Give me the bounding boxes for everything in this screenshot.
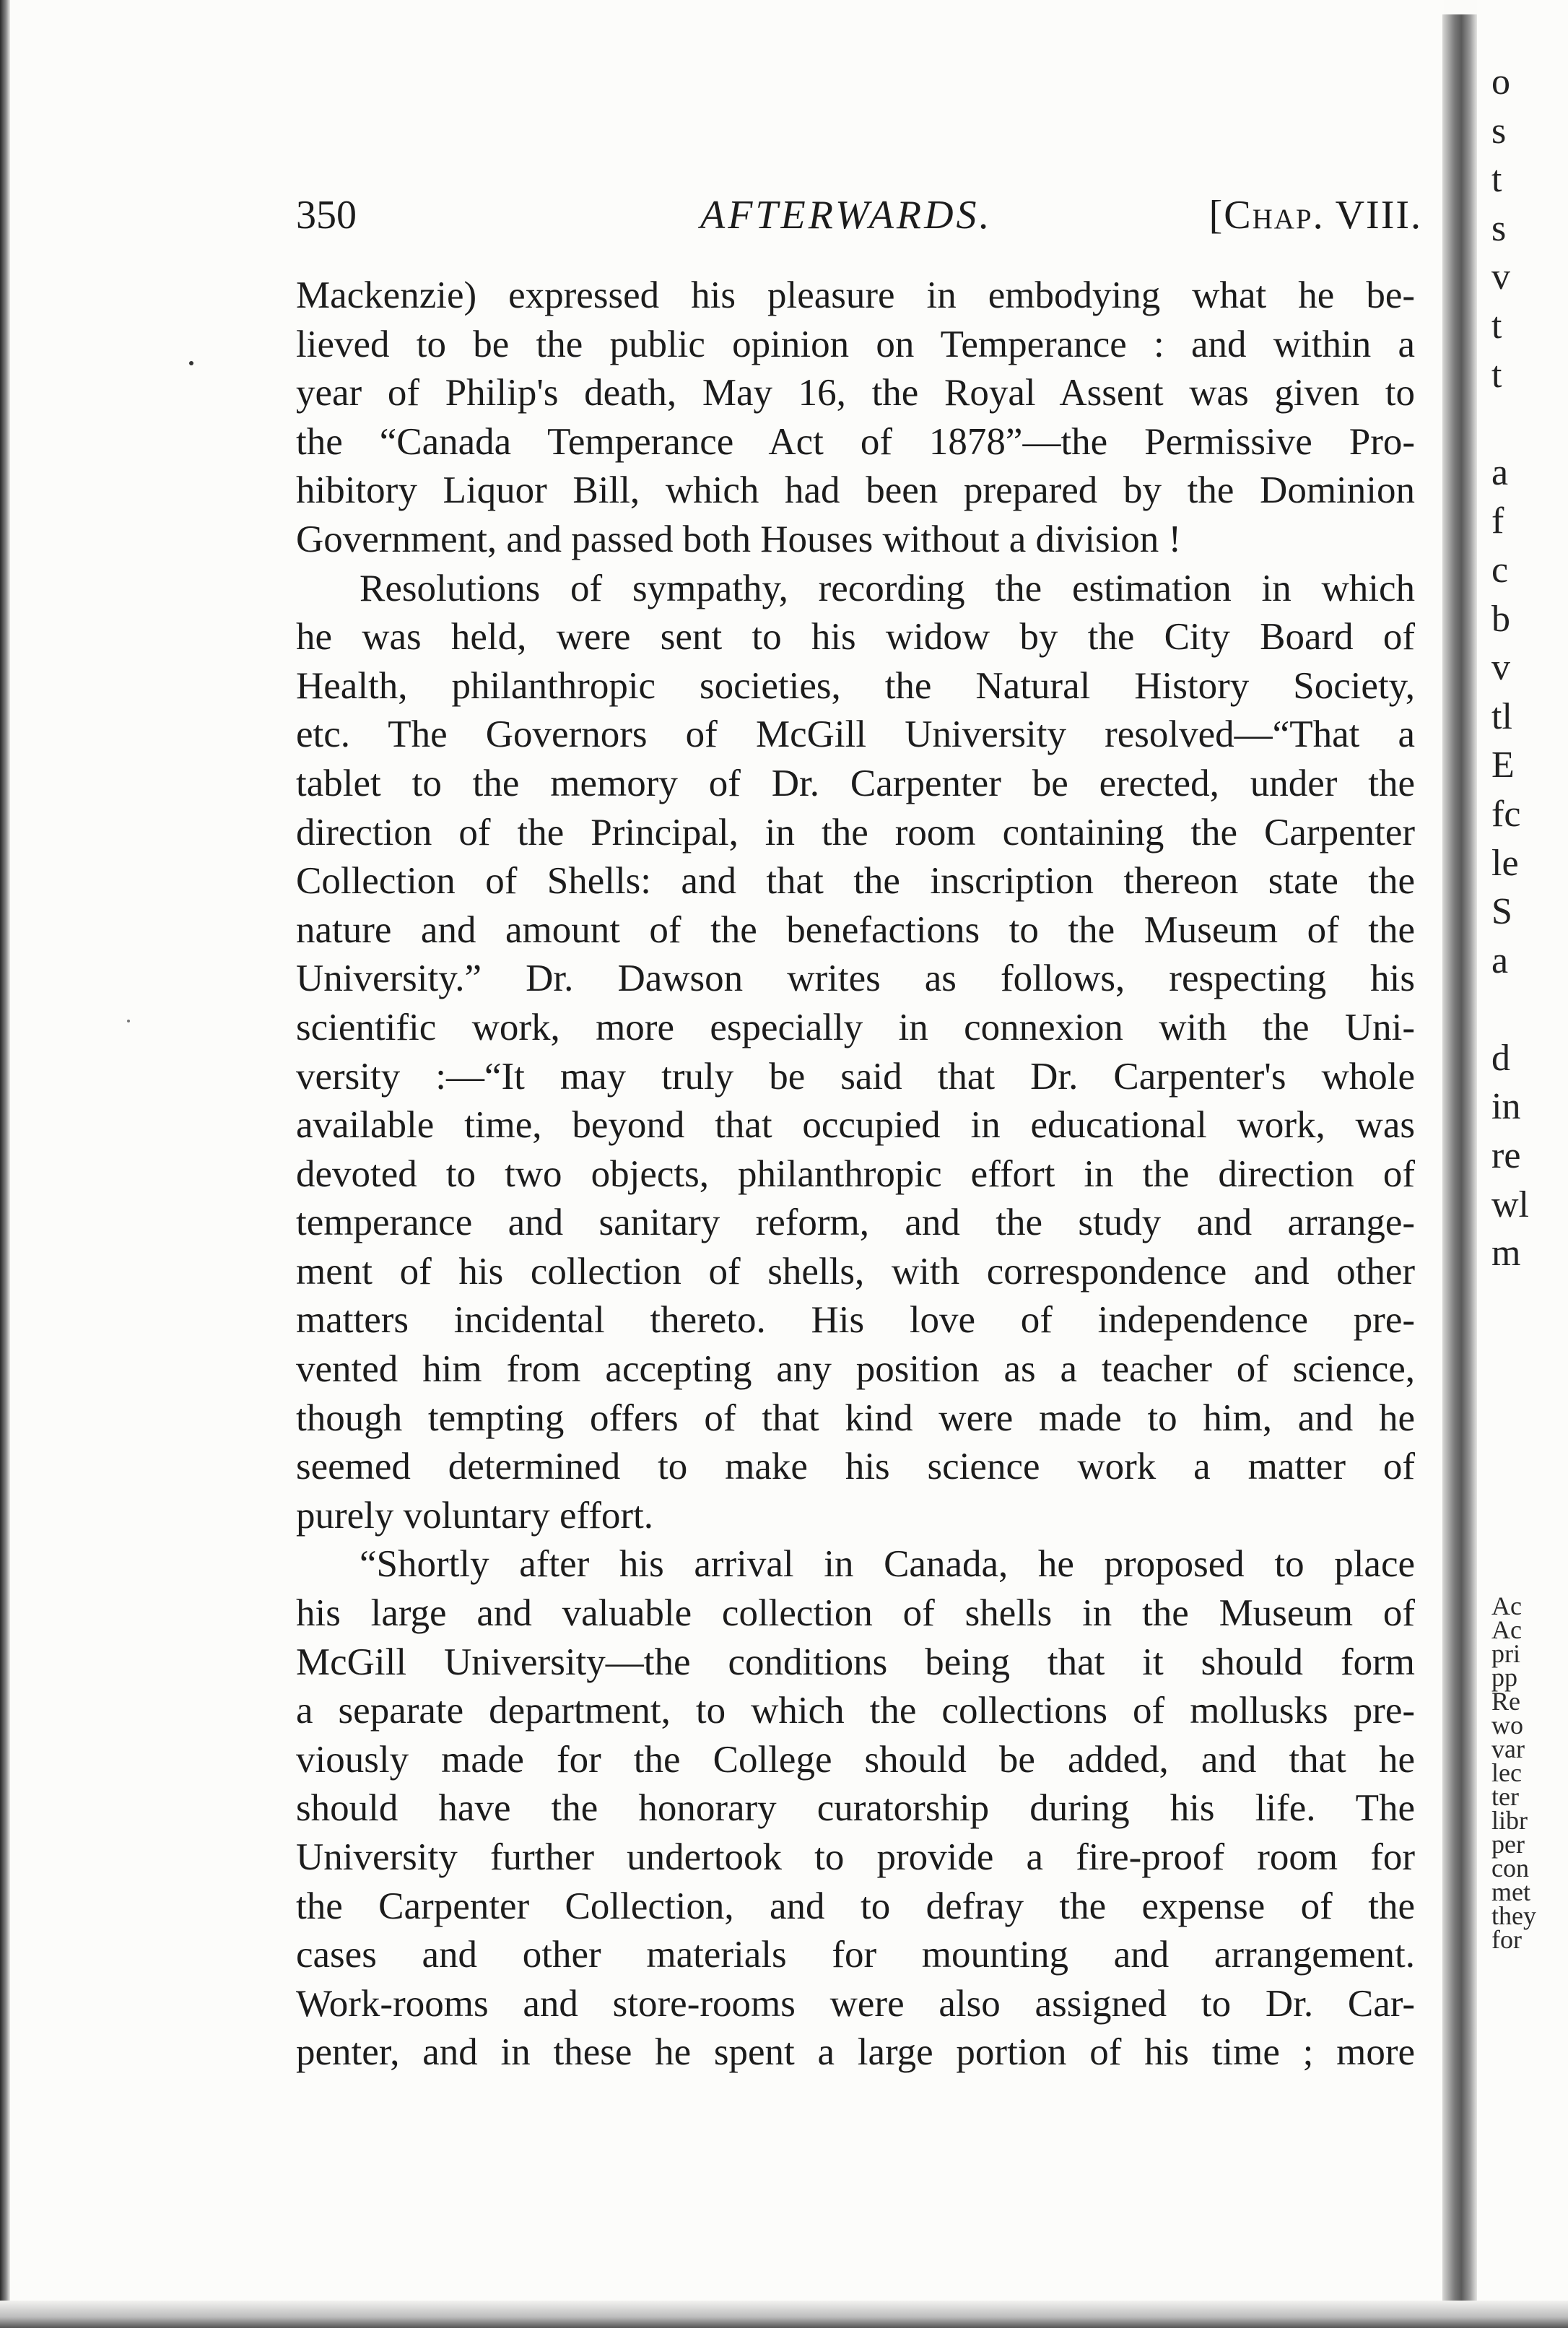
text-line: McGill University—the conditions being that it should form <box>296 1641 1415 1683</box>
text-fragment: t <box>1491 305 1502 347</box>
text-line: University further undertook to provide a fire-proof room for <box>296 1836 1415 1878</box>
text-line: viously made for the College should be added, and that he <box>296 1738 1415 1781</box>
right-page-edge <box>1477 0 1568 2328</box>
text-line: the “Canada Temperance Act of 1878”—the Permissive Pro- <box>296 420 1415 463</box>
running-title: AFTERWARDS. <box>700 193 993 238</box>
text-fragment: tl <box>1491 695 1512 737</box>
text-fragment: in <box>1491 1086 1521 1128</box>
text-line: a separate department, to which the collections of mollusks pre- <box>296 1690 1415 1732</box>
text-line: hibitory Liquor Bill, which had been prepared by the Dominion <box>296 469 1415 512</box>
text-line: seemed determined to make his science work a matter of <box>296 1446 1415 1488</box>
footnote-fragment: per <box>1491 1830 1525 1859</box>
text-line: Collection of Shells: and that the inscription thereon state the <box>296 860 1415 903</box>
text-fragment: t <box>1491 159 1502 201</box>
footnote-fragment: var <box>1491 1734 1525 1763</box>
text-fragment: s <box>1491 207 1507 249</box>
footnote-fragment: met <box>1491 1877 1530 1906</box>
page-number: 350 <box>296 193 357 238</box>
footnote-fragment: Re <box>1491 1687 1520 1716</box>
footnote-fragment: ter <box>1491 1782 1519 1811</box>
text-line: devoted to two objects, philanthropic effort in the direction of <box>296 1152 1415 1195</box>
text-line: scientific work, more especially in connexion with the Uni- <box>296 1006 1415 1048</box>
paper-speck <box>189 361 193 365</box>
body-text <box>296 272 1415 2077</box>
footnote-fragment: wo <box>1491 1711 1523 1740</box>
right-page-footnote-fragments <box>1491 1591 1564 1954</box>
text-fragment: m <box>1491 1233 1521 1274</box>
text-fragment: o <box>1491 61 1510 103</box>
text-line: penter, and in these he spent a large portion of his time ; more <box>296 2031 1415 2074</box>
text-line: Mackenzie) expressed his pleasure in embodying what he be- <box>296 274 1415 316</box>
text-line: vented him from accepting any position as a teacher of science, <box>296 1348 1415 1391</box>
page-header <box>296 189 1422 247</box>
text-line: should have the honorary curatorship during his life. The <box>296 1787 1415 1830</box>
text-line: purely voluntary effort. <box>296 1494 654 1537</box>
footnote-fragment: lec <box>1491 1758 1522 1787</box>
text-line: Health, philanthropic societies, the Natural History Society, <box>296 664 1415 707</box>
paper-speck <box>127 1020 130 1022</box>
footnote-fragment: Ac <box>1491 1615 1522 1644</box>
book-bottom-edge <box>0 2301 1568 2328</box>
text-fragment <box>1491 399 1564 448</box>
text-line: versity :—“It may truly be said that Dr. Carpenter's whole <box>296 1055 1415 1098</box>
text-fragment: t <box>1491 354 1502 396</box>
paragraph-start-line: Resolutions of sympathy, recording the estimation in which <box>360 567 1415 609</box>
text-line: cases and other materials for mounting and arrangement. <box>296 1934 1415 1976</box>
text-line: temperance and sanitary reform, and the study and arrange- <box>296 1202 1415 1244</box>
text-line: direction of the Principal, in the room containing the Carpenter <box>296 811 1415 854</box>
text-fragment <box>1491 985 1564 1034</box>
text-line: available time, beyond that occupied in educational work, was <box>296 1104 1415 1147</box>
text-fragment: a <box>1491 451 1509 493</box>
text-line: ment of his collection of shells, with correspondence and other <box>296 1250 1415 1293</box>
text-line: lieved to be the public opinion on Temperance : and within a <box>296 323 1415 365</box>
text-line: his large and valuable collection of shells in the Museum of <box>296 1592 1415 1635</box>
text-fragment: s <box>1491 110 1507 152</box>
text-line: University.” Dr. Dawson writes as follows, respecting his <box>296 957 1415 1000</box>
text-line: he was held, were sent to his widow by the City Board of <box>296 616 1415 659</box>
text-fragment: wl <box>1491 1183 1529 1225</box>
text-fragment: fc <box>1491 793 1521 835</box>
book-gutter <box>1442 14 1477 2301</box>
footnote-fragment: libr <box>1491 1806 1528 1835</box>
text-line: nature and amount of the benefactions to the Museum of the <box>296 908 1415 951</box>
footnote-fragment: they <box>1491 1901 1536 1930</box>
text-fragment: a <box>1491 939 1509 981</box>
text-line: etc. The Governors of McGill University resolved—“That a <box>296 713 1415 756</box>
text-fragment: d <box>1491 1037 1510 1079</box>
text-fragment: S <box>1491 891 1512 933</box>
footnote-fragment: Ac <box>1491 1591 1522 1620</box>
text-fragment: v <box>1491 647 1510 689</box>
text-fragment: le <box>1491 842 1519 884</box>
chapter-label: [Chap. VIII. <box>1208 193 1422 238</box>
text-line: the Carpenter Collection, and to defray the expense of the <box>296 1885 1415 1927</box>
text-line: Government, and passed both Houses without a division ! <box>296 518 1182 560</box>
text-fragment: E <box>1491 744 1515 786</box>
text-line: though tempting offers of that kind were made to him, and he <box>296 1397 1415 1439</box>
text-fragment: f <box>1491 500 1504 542</box>
text-fragment: c <box>1491 549 1509 591</box>
text-line: tablet to the memory of Dr. Carpenter be erected, under the <box>296 762 1415 804</box>
text-line: Work-rooms and store-rooms were also assigned to Dr. Car- <box>296 1982 1415 2025</box>
text-fragment: v <box>1491 256 1510 298</box>
text-fragment: re <box>1491 1135 1521 1177</box>
footnote-fragment: pp <box>1491 1663 1517 1692</box>
text-line: matters incidental thereto. His love of independence pre- <box>296 1299 1415 1342</box>
footnote-fragment: pri <box>1491 1639 1520 1668</box>
text-fragment: b <box>1491 598 1510 640</box>
footnote-fragment: for <box>1491 1925 1522 1954</box>
text-line: year of Philip's death, May 16, the Royal Assent was given to <box>296 372 1415 414</box>
footnote-fragment: con <box>1491 1854 1529 1882</box>
paragraph-start-line: “Shortly after his arrival in Canada, he proposed to place <box>360 1543 1415 1586</box>
book-left-edge <box>0 0 10 2328</box>
right-page-text-fragments <box>1491 58 1564 1278</box>
